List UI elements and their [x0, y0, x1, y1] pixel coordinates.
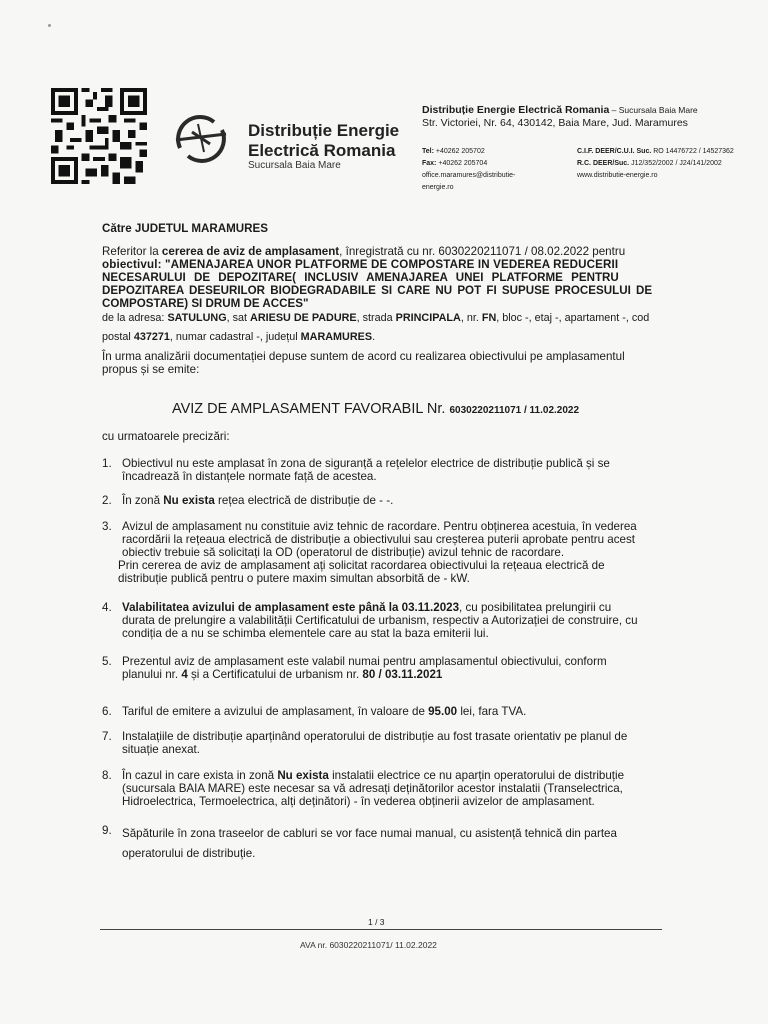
address-commune: SATULUNG [167, 312, 227, 324]
postal-code: 437271 [133, 331, 170, 343]
item-content [122, 601, 768, 640]
item-line: Avizul de amplasament nu constituie aviz tehnic de racordare. Pentru obținerea acestuia, în vederea [122, 520, 637, 533]
page-number: 1 / 3 [368, 917, 385, 927]
company-address: Str. Victoriei, Nr. 64, 430142, Baia Mare, Jud. Maramures [422, 117, 688, 129]
plan-number: 4 [181, 668, 188, 681]
item-line: Săpăturile în zona traseelor de cabluri se vor face numai manual, cu asistență tehnică din partea [122, 827, 617, 840]
item-text: rețea electrică de distribuție de - -. [214, 494, 394, 507]
reference-line-1 [102, 245, 625, 258]
item-line: Instalațiile de distribuție aparținând operatorului de distribuție au fost trasate orientativ pe planul de [122, 730, 628, 743]
item-number: 3. [102, 520, 112, 533]
item-line: situație anexat. [122, 743, 200, 756]
phone-value: +40262 205702 [433, 148, 485, 155]
analysis-line-1: În urma analizării documentației depuse suntem de acord cu realizarea obiectivului pe amplasamentul [102, 350, 625, 363]
brand-name [248, 121, 399, 161]
item-content [122, 655, 768, 681]
reference-line-4: DEPOZITAREA DESEURILOR BIODEGRADABILE SI CARE NU POT FI SUPUSE PROCESULUI DE [102, 284, 653, 297]
item-line: operatorului de distribuție. [122, 847, 256, 860]
address-line-2 [102, 331, 375, 344]
item-content [122, 824, 768, 864]
item-line: distribuție publică pentru o putere maxim simultan absorbită de - kW. [118, 572, 470, 585]
rc-label: R.C. DEER/Suc. [577, 160, 630, 167]
item-line: Prin cererea de aviz de amplasament ați solicitat racordarea obiectivului la rețeaua electrică de [118, 559, 605, 572]
reference-line-3: NECESARULUI DE DEPOZITARE( INCLUSIV AMENAJAREA UNEI PLATFORME PENTRU [102, 271, 619, 284]
item-line: durata de prelungire a valabilității Certificatului de urbanism, respectiv a Autorizației de construire, cu [122, 614, 638, 627]
item-number: 7. [102, 730, 112, 743]
address-street: PRINCIPALA [395, 312, 461, 324]
item-number: 6. [102, 705, 112, 718]
item-line: Obiectivul nu este amplasat în zona de siguranță a rețelelor electrice de distribuție publică și se [122, 457, 610, 470]
item-number: 2. [102, 494, 112, 507]
qr-code-icon [48, 88, 150, 184]
item-number: 8. [102, 769, 112, 782]
fee-amount: 95.00 [428, 705, 458, 718]
cif-value: RO 14476722 / 14527362 [651, 148, 734, 155]
item-content [118, 520, 768, 585]
company-branch: – Sucursala Baia Mare [609, 105, 698, 115]
item-number: 4. [102, 601, 112, 614]
item-number: 5. [102, 655, 112, 668]
item-text: lei, fara TVA. [457, 705, 527, 718]
item-text: Tariful de emitere a avizului de amplasament, în valoare de [122, 705, 429, 718]
item-content [122, 730, 768, 756]
address-text: , sat [226, 312, 251, 324]
phone-label: Tel: [422, 148, 434, 155]
reference-text: Referitor la [102, 245, 162, 258]
brand-line-1: Distribuție Energie [248, 121, 400, 140]
reference-line-2: obiectivul: "AMENAJAREA UNOR PLATFORME DE COMPOSTARE IN VEDEREA REDUCERII [102, 258, 619, 271]
fax-label: Fax: [422, 160, 437, 167]
item-bold: Nu exista [277, 769, 329, 782]
rc-value: J12/352/2002 / J24/141/2002 [629, 160, 722, 167]
item-line: condiția de a nu se schimba elementele care au stat la baza emiterii lui. [122, 627, 489, 640]
item-text: În cazul in care exista in zonă [122, 769, 278, 782]
item-text: și a Certificatului de urbanism nr. [187, 668, 363, 681]
item-content [122, 494, 768, 507]
reference-line-5: COMPOSTARE) SI DRUM DE ACCES" [102, 297, 309, 310]
item-text: planului nr. [122, 668, 182, 681]
rc-line [577, 158, 762, 170]
certificate-number: 80 / 03.11.2021 [362, 668, 443, 681]
title-number: 6030220211071 / 11.02.2022 [449, 405, 580, 416]
analysis-line-2: propus și se emite: [102, 363, 200, 376]
company-name-line [422, 104, 698, 116]
address-label: de la adresa: [102, 312, 168, 324]
item-content [122, 769, 768, 808]
item-number: 1. [102, 457, 112, 470]
address-county: MARAMURES [300, 331, 373, 343]
address-number: FN [481, 312, 497, 324]
scan-speck [48, 24, 51, 27]
address-village: ARIESU DE PADURE [250, 312, 357, 324]
item-text: În zonă [122, 494, 164, 507]
website-line: www.distributie-energie.ro [577, 172, 658, 179]
item-line: (sucursala BAIA MARE) este necesar sa vă adresați deținătorilor acestor instalatii (Transelectrica, [122, 782, 623, 795]
item-bold: Nu exista [163, 494, 215, 507]
item-text: instalatii electrice ce nu aparțin operatorului de distribuție [328, 769, 625, 782]
email-line: office.maramures@distributie-energie.ro [422, 172, 516, 191]
brand-subtitle: Sucursala Baia Mare [248, 160, 341, 171]
item-line: obiectiv trebuie să solicitați la OD (operatorul de distribuție) avizul tehnic de racordare. [122, 546, 565, 559]
item-line: încadrează în distanțele normate față de acestea. [122, 470, 377, 483]
company-name: Distribuție Energie Electrică Romania [422, 104, 610, 116]
item-line: racordării la rețeaua electrică de distribuție a obiectivului sau creșterea puterii aprobate pentru acest [122, 533, 635, 546]
reference-registration: , înregistrată cu nr. 6030220211071 / 08.02.2022 pentru [339, 245, 626, 258]
address-text: . [372, 331, 376, 343]
recipient-line [102, 222, 268, 235]
item-bold: Valabilitatea avizului de amplasament este până la 03.11.2023 [122, 601, 460, 614]
address-text: , bloc -, etaj -, apartament -, cod [496, 312, 650, 324]
title-text: AVIZ DE AMPLASAMENT FAVORABIL Nr. [172, 401, 450, 417]
recipient-name: JUDETUL MARAMURES [134, 222, 269, 235]
cif-line [577, 146, 762, 158]
brand-line-2: Electrică Romania [248, 141, 396, 160]
recipient-label: Către [102, 222, 132, 235]
cif-label: C.I.F. DEER/C.U.I. Suc. [577, 148, 652, 155]
item-number: 9. [102, 824, 112, 837]
address-text: , strada [356, 312, 396, 324]
item-line [122, 668, 768, 681]
item-content [122, 705, 768, 718]
company-logo-icon [170, 110, 232, 166]
address-text: , numar cadastral -, județul [169, 331, 301, 343]
item-line: Hidroelectrica, Termoelectrica, alți deținători) - în vederea obținerii avizelor de amplasament. [122, 795, 595, 808]
item-text: , cu posibilitatea prelungirii cu [459, 601, 612, 614]
phone-line [422, 146, 552, 158]
reference-request: cererea de aviz de amplasament [161, 245, 340, 258]
address-line-1 [102, 312, 649, 325]
address-text: , nr. [460, 312, 482, 324]
contact-column [422, 146, 552, 194]
document-title [172, 401, 579, 417]
address-text: postal [102, 331, 134, 343]
fax-line [422, 158, 552, 170]
item-line: Prezentul aviz de amplasament este valabil numai pentru amplasamentul obiectivului, conform [122, 655, 607, 668]
footer-divider [100, 929, 662, 930]
item-line [122, 601, 768, 614]
item-line [122, 769, 768, 782]
registration-column [577, 146, 762, 182]
footer-reference: AVA nr. 6030220211071/ 11.02.2022 [300, 940, 437, 950]
fax-value: +40262 205704 [436, 160, 488, 167]
item-content [122, 457, 768, 483]
precizari-line: cu urmatoarele precizări: [102, 430, 230, 443]
